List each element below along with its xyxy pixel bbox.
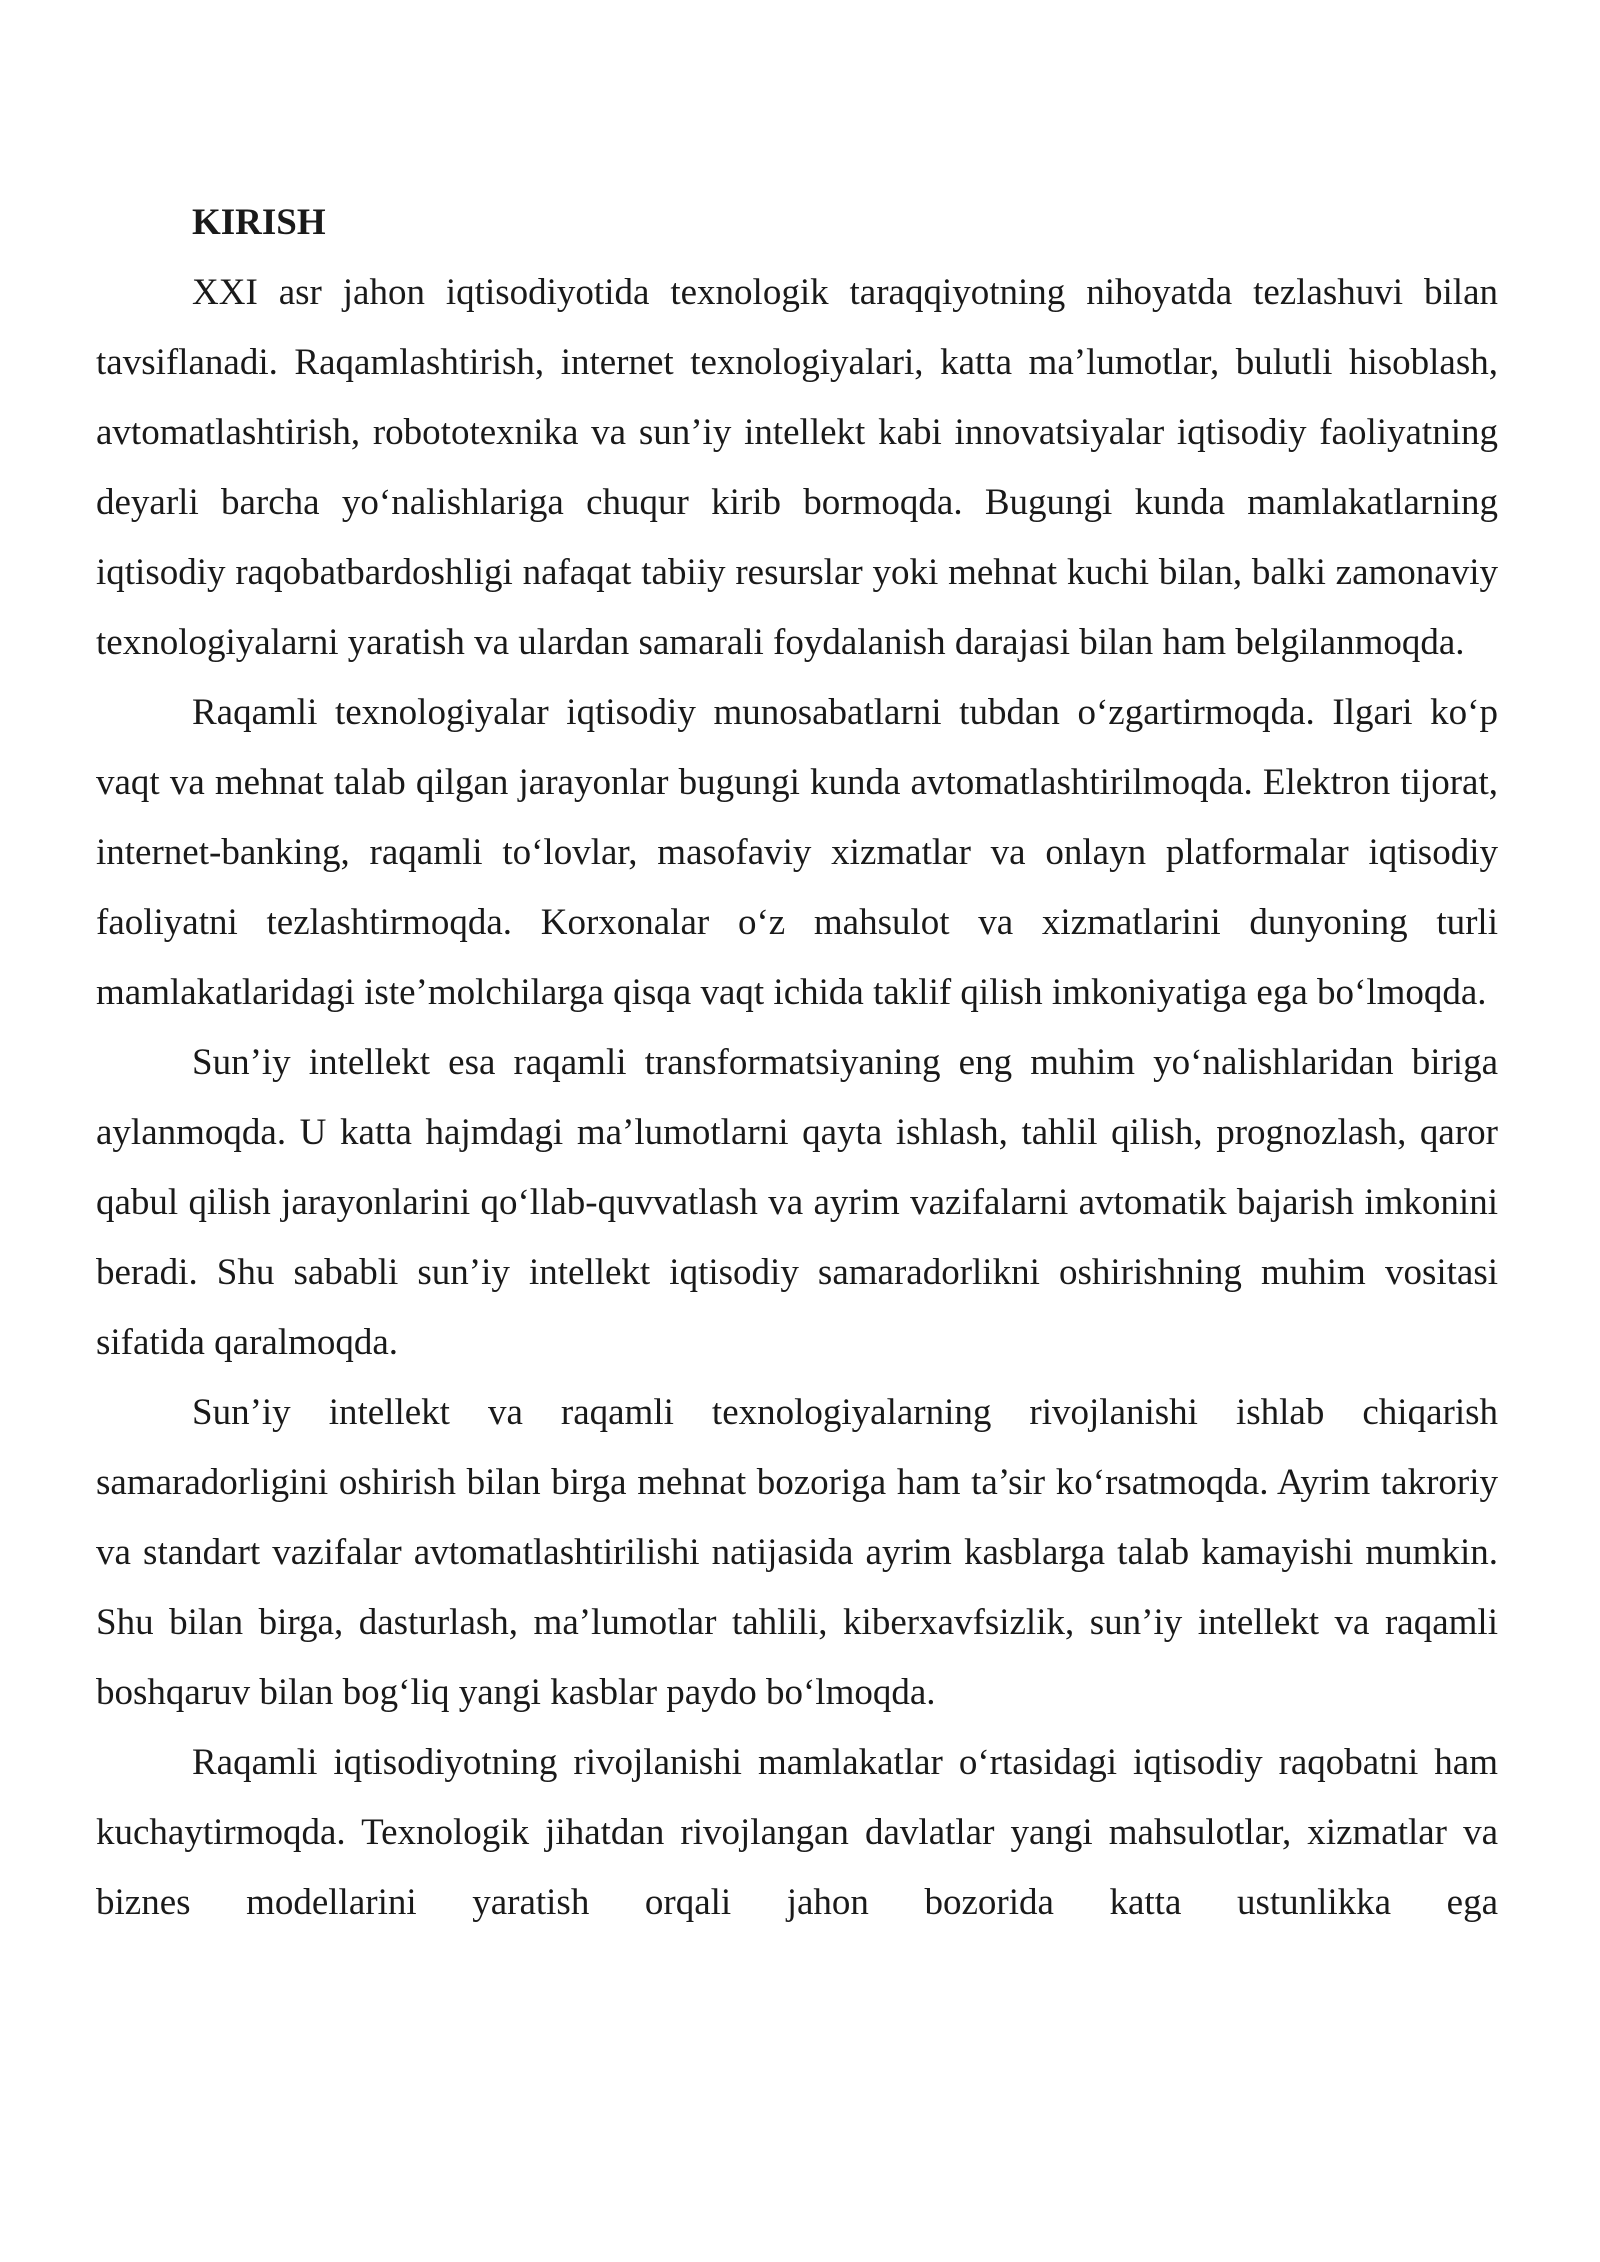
paragraph-5: Raqamli iqtisodiyotning rivojlanishi mamlakatlar o‘rtasidagi iqtisodiy raqobatni ham kuchaytirmoqda. Texnologik jihatdan rivojlangan davlatlar yangi mahsulotlar, xizmatlar va biznes modellarini yaratish orqali jahon bozorida katta ustunlikka ega <box>96 1742 1498 1923</box>
paragraph-2: Raqamli texnologiyalar iqtisodiy munosabatlarni tubdan o‘zgartirmoqda. Ilgari ko‘p vaqt va mehnat talab qilgan jarayonlar bugungi kunda avtomatlashtirilmoqda. Elektron tijorat, internet-banking, raqamli to‘lovlar, masofaviy xizmatlar va onlayn platformalar iqtisodiy faoliyatni tezlashtirmoqda. Korxonalar o‘z mahsulot va xizmatlarini dunyoning turli mamlakatlaridagi iste’molchilarga qisqa vaqt ichida taklif qilish imkoniyatiga ega bo‘lmoqda. <box>96 692 1498 1013</box>
section-heading: KIRISH <box>192 202 326 243</box>
paragraph-3: Sun’iy intellekt esa raqamli transformatsiyaning eng muhim yo‘nalishlaridan biriga aylanmoqda. U katta hajmdagi ma’lumotlarni qayta ishlash, tahlil qilish, prognozlash, qaror qabul qilish jarayonlarini qo‘llab-quvvatlash va ayrim vazifalarni avtomatik bajarish imkonini beradi. Shu sababli sun’iy intellekt iqtisodiy samaradorlikni oshirishning muhim vositasi sifatida qaralmoqda. <box>96 1042 1498 1363</box>
paragraph-4: Sun’iy intellekt va raqamli texnologiyalarning rivojlanishi ishlab chiqarish samaradorligini oshirish bilan birga mehnat bozoriga ham ta’sir ko‘rsatmoqda. Ayrim takroriy va standart vazifalar avtomatlashtirilishi natijasida ayrim kasblarga talab kamayishi mumkin. Shu bilan birga, dasturlash, ma’lumotlar tahlili, kiberxavfsizlik, sun’iy intellekt va raqamli boshqaruv bilan bog‘liq yangi kasblar paydo bo‘lmoqda. <box>96 1392 1498 1713</box>
document-page <box>96 188 1498 1938</box>
paragraph-1: XXI asr jahon iqtisodiyotida texnologik taraqqiyotning nihoyatda tezlashuvi bilan tavsiflanadi. Raqamlashtirish, internet texnologiyalari, katta ma’lumotlar, bulutli hisoblash, avtomatlashtirish, robototexnika va sun’iy intellekt kabi innovatsiyalar iqtisodiy faoliyatning deyarli barcha yo‘nalishlariga chuqur kirib bormoqda. Bugungi kunda mamlakatlarning iqtisodiy raqobatbardoshligi nafaqat tabiiy resurslar yoki mehnat kuchi bilan, balki zamonaviy texnologiyalarni yaratish va ulardan samarali foydalanish darajasi bilan ham belgilanmoqda. <box>96 272 1498 663</box>
